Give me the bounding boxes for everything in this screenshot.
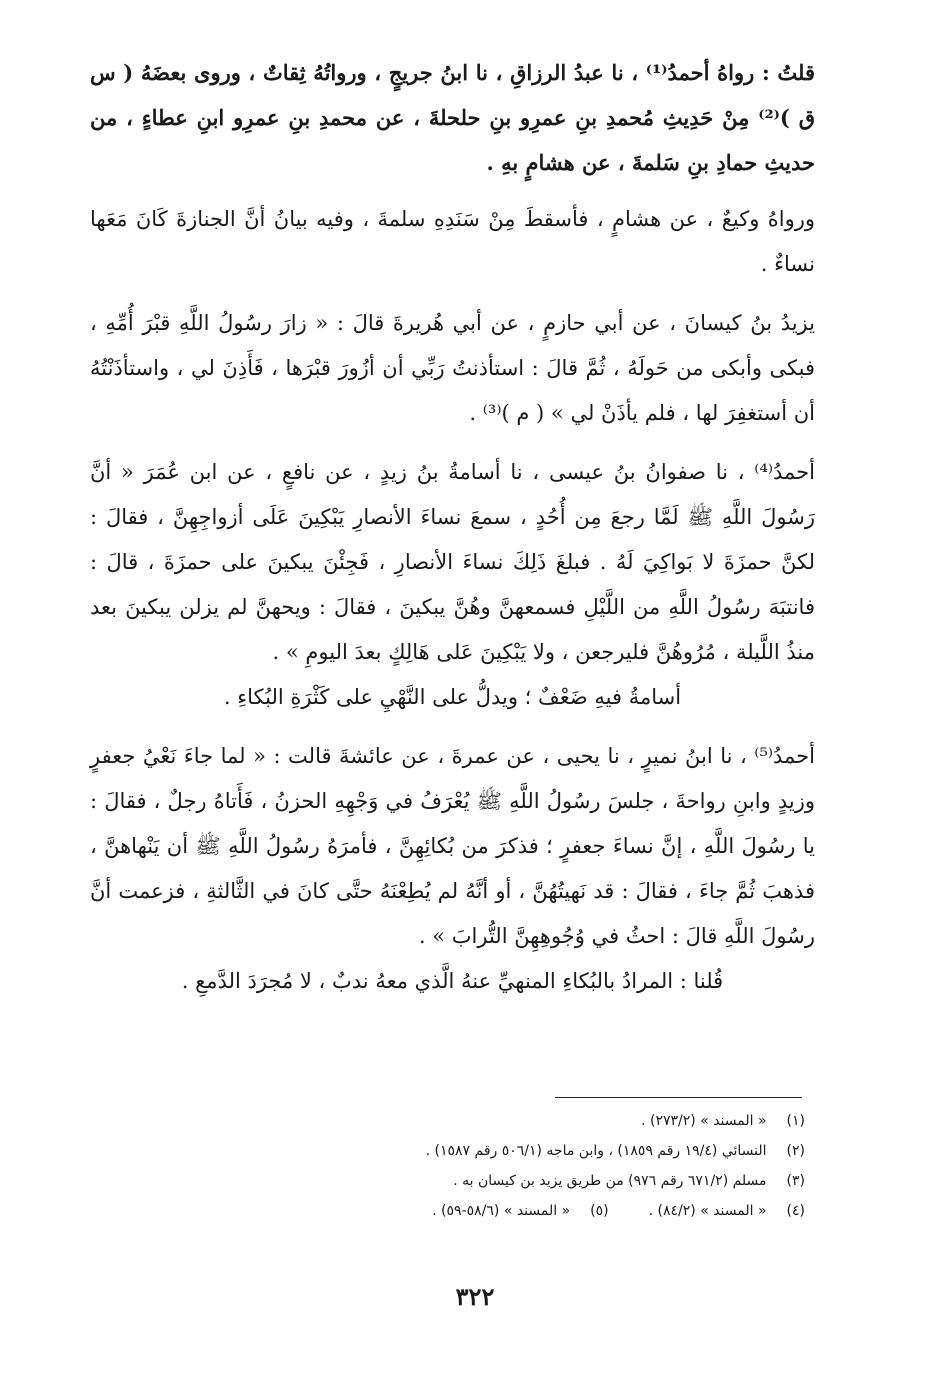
paragraph-2: ورواهُ وكيعٌ ، عن هشامٍ ، فأسقطَ مِنْ سَنَدِهِ سلمةَ ، وفيه بيانُ أنَّ الجنازةَ كَانَ مَعَها نساءٌ . [90,207,815,276]
footnote-text: « المسند » (٨٤/٢) . [648,1203,767,1219]
paragraph-6: أحمدُ⁽⁵⁾ ، نا ابنُ نميرٍ ، نا يحيى ، عن عمرةَ ، عن عائشةَ قالت : « لما جاءَ نَعْيُ جعفرٍ وزيدٍ وابنِ رواحةَ ، جلسَ رسُولُ اللَّهِ ﷺ يُعْرَفُ في وَجْهِهِ الحزنُ ، فَأَتاهُ رجلٌ ، فقالَ : يا رسُولَ اللَّهِ ، إنَّ نساءَ جعفرٍ ؛ فذكرَ من بُكائِهِنَّ ، فأمرَهُ رسُولُ اللَّهِ ﷺ أن يَنْهاهنَّ ، فذهبَ ثُمَّ جاءَ ، فقالَ : قد نَهيتُهُنَّ ، أو أنَّهُ لم يُطِعْنَهُ حتَّى كانَ في الثَّالثةِ ، فزعمت أنَّ رسُولَ اللَّهِ قالَ : احثُ في وُجُوهِهِنَّ التُّرابَ » . [90,744,815,948]
footnote-4 [649,1196,805,1226]
footnote-text: النسائي (١٩/٤ رقم ١٨٥٩) ، وابن ماجه (٥٠٦/١ رقم ١٥٨٧) . [425,1143,767,1159]
paragraph-3: يزيدُ بنُ كيسانَ ، عن أبي حازمٍ ، عن أبي هُريرةَ قالَ : « زارَ رسُولُ اللَّهِ قبْرَ أُمِّهِ ، فبكى وأبكى من حَولَهُ ، ثُمَّ قالَ : استأذنتُ رَبِّي أن أزُورَ قبْرَها ، فَأَذِنَ لي ، واستأذَنْتُهُ أن أستغفِرَ لها ، فلم يأذَنْ لي » ( م )⁽³⁾ . [90,311,815,425]
paragraph-5: أسامةُ فيهِ ضَعْفٌ ؛ ويدلُّ على النَّهْيِ على كَثْرَةِ البُكاءِ . [223,685,682,709]
page-number: ٣٢٢ [455,1282,495,1311]
footnote-number: (١) [786,1113,805,1129]
footnote-row-4-5 [215,1196,805,1226]
footnote-number: (٥) [590,1203,609,1219]
paragraph-7: قُلنا : المرادُ بالبُكاءِ المنهيِّ عنهُ الَّذي معهُ ندبٌ ، لا مُجرَدَ الدَّمعِ . [181,969,724,993]
footnote-1 [215,1106,805,1136]
footnote-text: مسلم (٦٧١/٢ رقم ٩٧٦) من طريق يزيد بن كيسان به . [453,1173,767,1189]
footnote-number: (٤) [786,1203,805,1219]
footnote-divider [555,1097,802,1098]
main-text [90,50,815,1004]
footnote-5 [432,1196,608,1226]
footnote-2 [215,1136,805,1166]
footnote-number: (٢) [786,1143,805,1159]
footnotes [215,1106,805,1226]
footnote-text: « المسند » (٥٨/٦-٥٩) . [432,1203,571,1219]
footnote-number: (٣) [786,1173,805,1189]
paragraph-1: قلتُ : رواهُ أحمدُ⁽¹⁾ ، نا عبدُ الرزاقِ ، نا ابنُ جريجٍ ، ورواتُهُ ثِقاتٌ ، وروى بعضَهُ ( س ق )⁽²⁾ مِنْ حَدِيثِ مُحمدِ بنِ عمرِو بنِ حلحلةَ ، عن محمدِ بنِ عمرِو ابنِ عطاءٍ ، من حديثِ حمادِ بنِ سَلمةَ ، عن هشامٍ بهِ . [90,60,815,175]
footnote-text: « المسند » (٢٧٣/٢) . [641,1113,767,1129]
paragraph-4: أحمدُ⁽⁴⁾ ، نا صفوانُ بنُ عيسى ، نا أسامةُ بنُ زيدٍ ، عن نافعٍ ، عن ابن عُمَرَ « أنَّ رَسُولَ اللَّهِ ﷺ لَمَّا رجعَ مِن أُحُدٍ ، سمعَ نساءَ الأنصارِ يَبْكِينَ عَلَى أزواجِهِنَّ ، فقالَ : لكنَّ حمزَةَ لا بَواكِيَ لَهُ . فبلغَ ذَلِكَ نساءَ الأنصارِ ، فَجِئْنَ يبكينَ على حمزَةَ ، قالَ : فانتبَهَ رسُولُ اللَّهِ من اللَّيْلِ فسمعهنَّ وهُنَّ يبكينَ ، فقالَ : ويحهنَّ لم يزلن يبكينَ بعد منذُ اللَّيلة ، مُرُوهُنَّ فليرجعن ، ولا يَبْكِينَ عَلى هَالِكٍ بعدَ اليومِ » . [90,460,815,664]
footnote-3 [215,1166,805,1196]
